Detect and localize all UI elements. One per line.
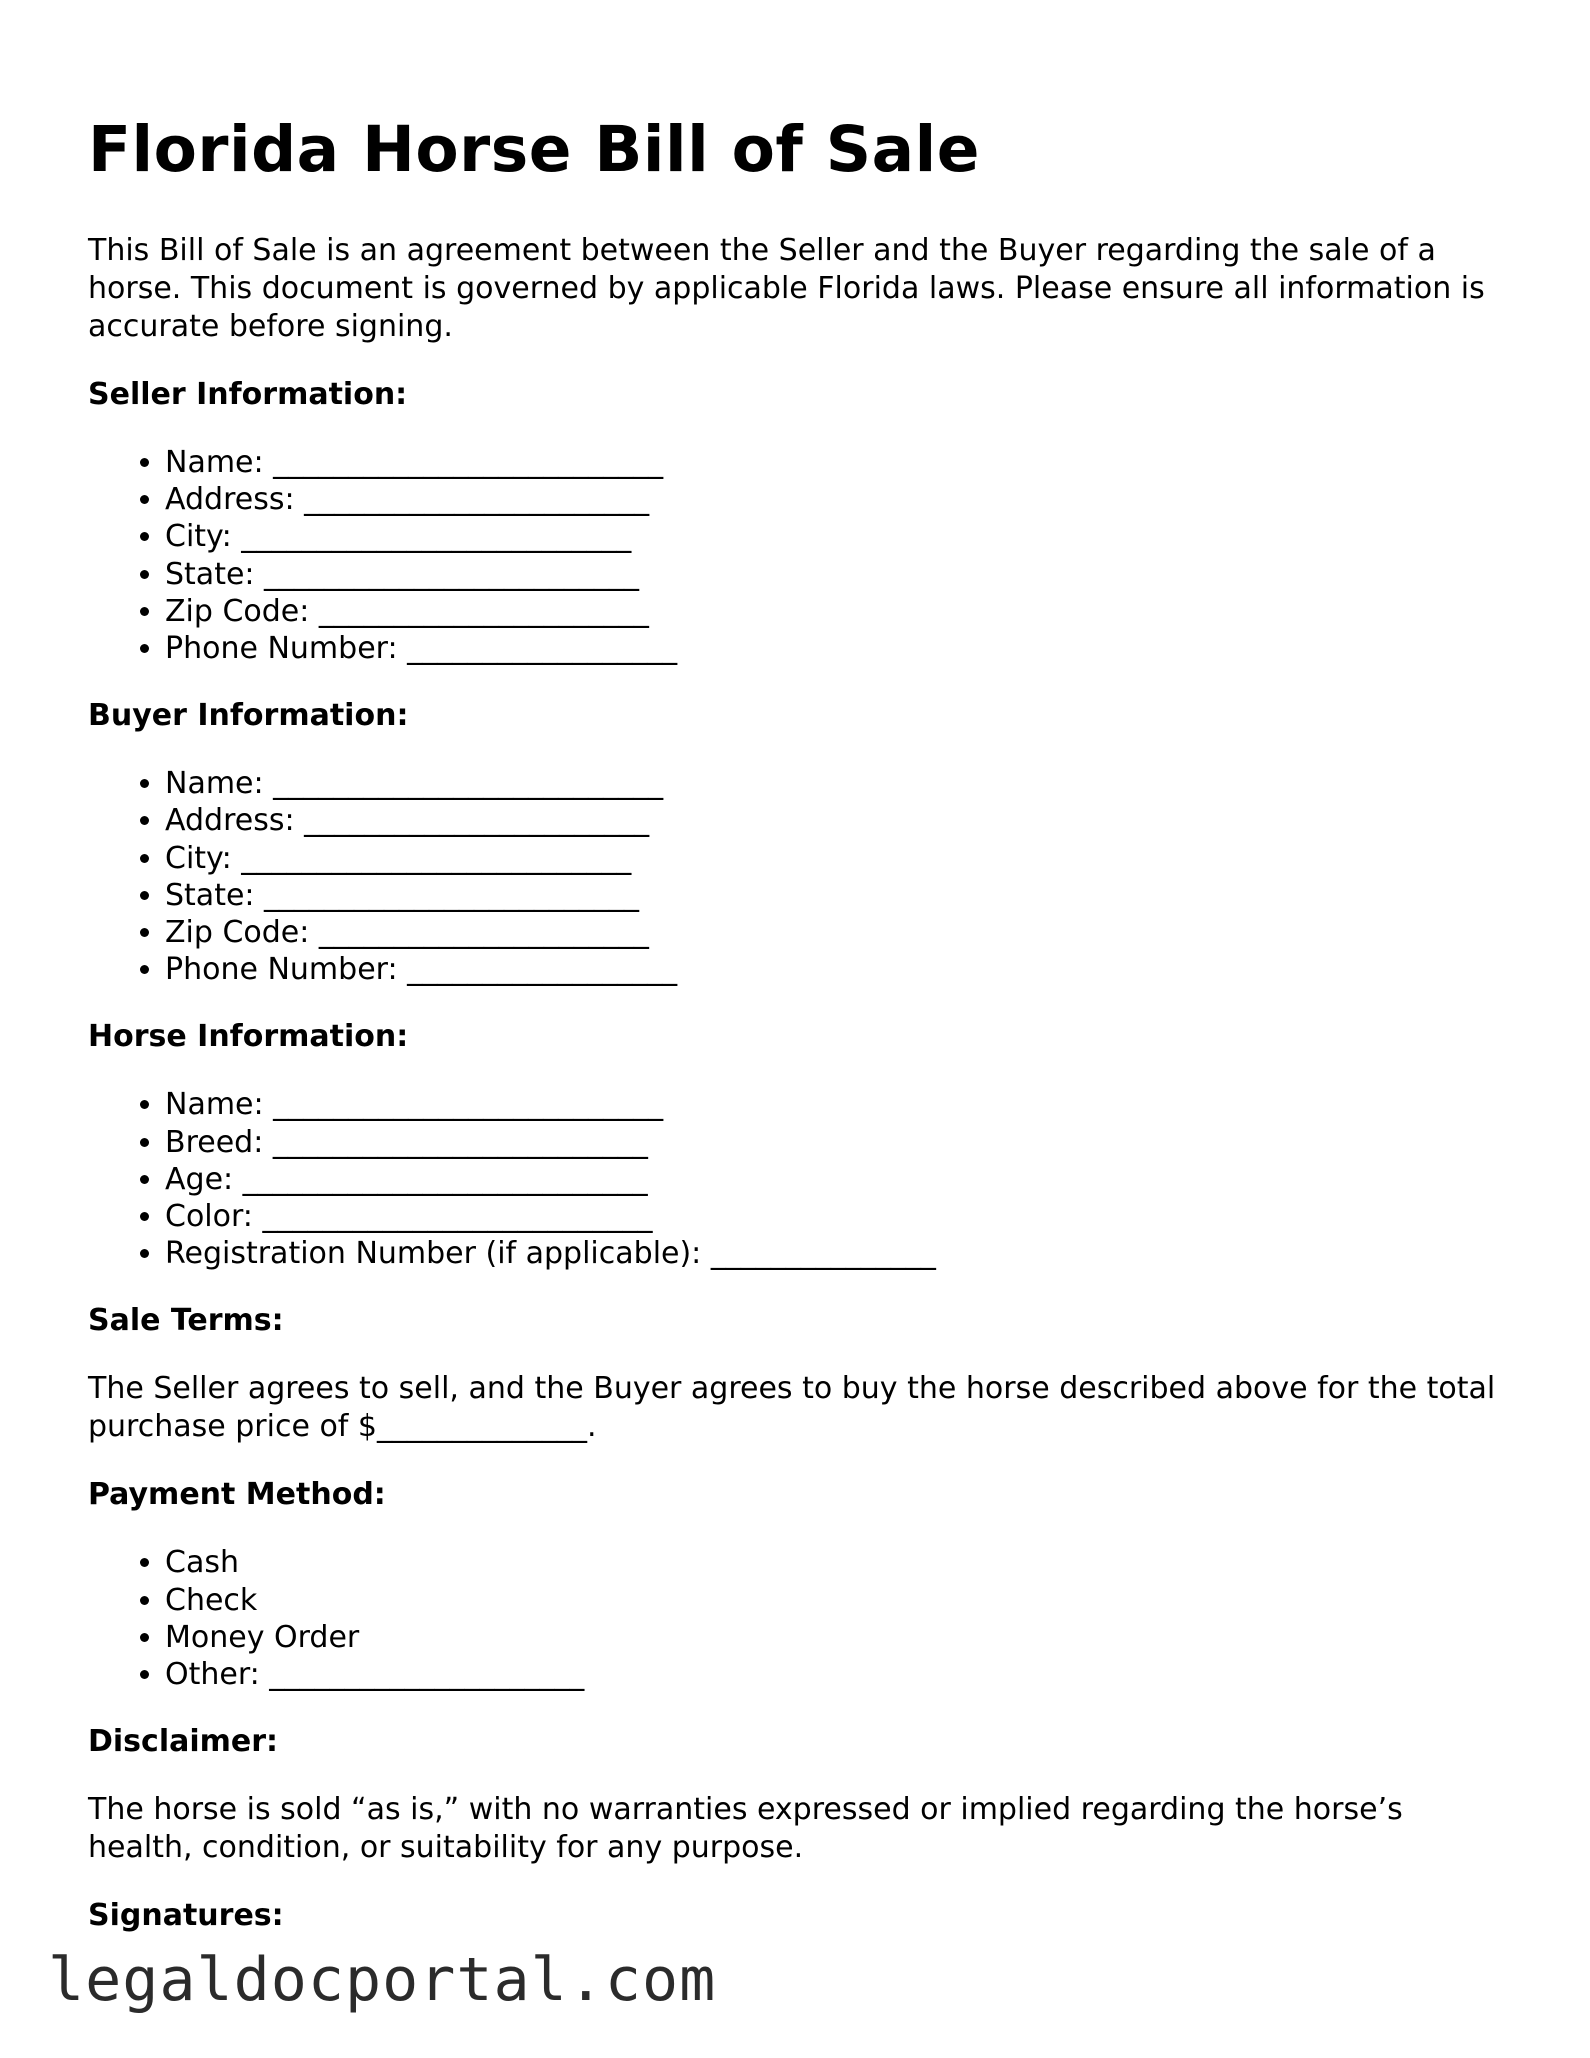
sale-terms-heading: Sale Terms: [88, 1303, 284, 1339]
buyer-heading: Buyer Information: [88, 698, 409, 734]
seller-heading: Seller Information: [88, 377, 408, 412]
seller-name-field[interactable]: • Name: __________________________ [165, 444, 1508, 481]
buyer-phone-field[interactable]: • Phone Number: __________________ [165, 951, 1508, 988]
seller-state-field[interactable]: • State: _________________________ [165, 556, 1508, 593]
horse-color-field[interactable]: • Color: __________________________ [165, 1198, 1508, 1235]
seller-phone-field[interactable]: • Phone Number: __________________ [165, 630, 1508, 667]
buyer-list [88, 765, 1508, 988]
horse-registration-field[interactable]: • Registration Number (if applicable): _______________ [165, 1235, 1508, 1272]
intro-paragraph: This Bill of Sale is an agreement between the Seller and the Buyer regarding the sale of a horse. This document is governed by applicable Florida laws. Please ensure all information is accurate before signing. [88, 233, 1485, 344]
disclaimer-text: The horse is sold “as is,” with no warranties expressed or implied regarding the horse’s health, condition, or suitability for any purpose. [88, 1792, 1403, 1866]
watermark: legaldocportal.com [48, 1945, 717, 2015]
page-title: Florida Horse Bill of Sale [88, 113, 980, 186]
disclaimer-heading: Disclaimer: [88, 1724, 279, 1760]
horse-breed-field[interactable]: • Breed: _________________________ [165, 1124, 1508, 1161]
horse-heading: Horse Information: [88, 1019, 409, 1055]
seller-city-field[interactable]: • City: __________________________ [165, 518, 1508, 555]
payment-option-other[interactable]: • Other: _____________________ [165, 1656, 1508, 1693]
horse-name-field[interactable]: • Name: __________________________ [165, 1086, 1508, 1123]
buyer-city-field[interactable]: • City: __________________________ [165, 840, 1508, 877]
horse-list [88, 1086, 1508, 1272]
payment-option-check[interactable]: • Check [165, 1582, 1508, 1619]
signatures-heading: Signatures: [88, 1898, 284, 1934]
payment-option-cash[interactable]: • Cash [165, 1544, 1508, 1581]
buyer-address-field[interactable]: • Address: _______________________ [165, 802, 1508, 839]
document-page [88, 108, 1508, 1935]
horse-age-field[interactable]: • Age: ___________________________ [165, 1161, 1508, 1198]
buyer-state-field[interactable]: • State: _________________________ [165, 877, 1508, 914]
seller-list [88, 444, 1508, 667]
buyer-name-field[interactable]: • Name: __________________________ [165, 765, 1508, 802]
seller-address-field[interactable]: • Address: _______________________ [165, 481, 1508, 518]
sale-terms-text: The Seller agrees to sell, and the Buyer agrees to buy the horse described above for the total purchase price of $______________. [88, 1371, 1496, 1445]
buyer-zip-field[interactable]: • Zip Code: ______________________ [165, 914, 1508, 951]
seller-zip-field[interactable]: • Zip Code: ______________________ [165, 593, 1508, 630]
payment-list [88, 1544, 1508, 1693]
payment-option-money-order[interactable]: • Money Order [165, 1619, 1508, 1656]
payment-heading: Payment Method: [88, 1477, 386, 1513]
